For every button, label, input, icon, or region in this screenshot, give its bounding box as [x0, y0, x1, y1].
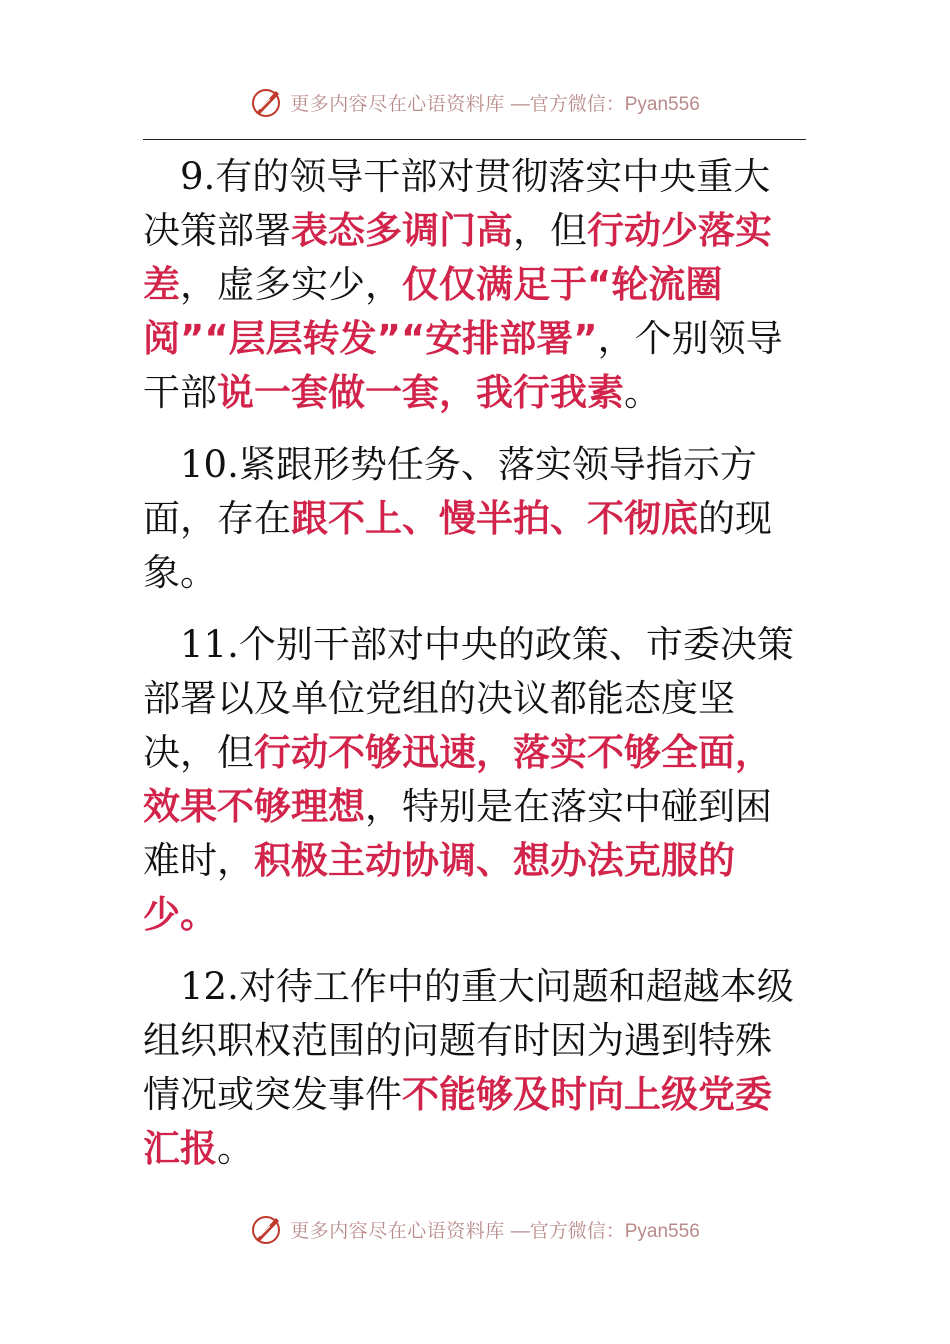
- body-text: ，特别是在落实中碰到困难时，: [143, 785, 772, 882]
- header-brand-text: 更多内容尽在心语资料库: [290, 92, 505, 115]
- body-text: ，虚多实少，: [180, 263, 402, 306]
- body-text: 11.个别干部对中央的政策、市委决策部署以及单位党组的决议都能态度坚决，但: [143, 623, 794, 774]
- highlighted-text: 说一套做一套，我行我素: [217, 371, 624, 414]
- highlighted-text: 不能够及时向上级党委汇报: [143, 1073, 772, 1170]
- body-text: 10.紧跟形势任务、落实领导指示方面，存在: [143, 443, 757, 540]
- highlighted-text: 行动不够迅速，落实不够全面，效果不够理想: [143, 731, 772, 828]
- body-text: ，但: [513, 209, 587, 252]
- highlighted-text: 行动少落实差: [143, 209, 772, 306]
- body-text: 的现象。: [143, 497, 772, 594]
- paragraph-item: [143, 150, 803, 420]
- document-body: [143, 150, 803, 1194]
- body-text: 9.有的领导干部对贯彻落实中央重大决策部署: [143, 155, 771, 252]
- quill-logo-icon: [250, 85, 284, 119]
- highlighted-text: 表态多调门高: [291, 209, 513, 252]
- footer-wechat-text: —官方微信：Pyan556: [510, 1220, 700, 1242]
- body-text: 。: [624, 371, 661, 414]
- paragraph-item: [143, 960, 803, 1176]
- paragraph-item: [143, 618, 803, 942]
- highlighted-text: 跟不上、慢半拍、不彻底: [291, 497, 698, 540]
- header-wechat-text: —官方微信：Pyan556: [510, 93, 700, 115]
- body-text: ，个别领导干部: [143, 317, 783, 414]
- highlighted-text: 仅仅满足于“轮流圈阅”“层层转发”“安排部署”: [143, 263, 723, 360]
- header-divider: [143, 139, 806, 140]
- body-text: 12.对待工作中的重大问题和超越本级组织职权范围的问题有时因为遇到特殊情况或突发事件: [143, 965, 794, 1116]
- page-header: [0, 85, 950, 119]
- highlighted-text: 积极主动协调、想办法克服的少。: [143, 839, 735, 936]
- quill-logo-icon: [250, 1212, 284, 1246]
- footer-brand-text: 更多内容尽在心语资料库: [290, 1219, 505, 1242]
- body-text: 。: [217, 1127, 254, 1170]
- page-footer: [0, 1212, 950, 1246]
- paragraph-item: [143, 438, 803, 600]
